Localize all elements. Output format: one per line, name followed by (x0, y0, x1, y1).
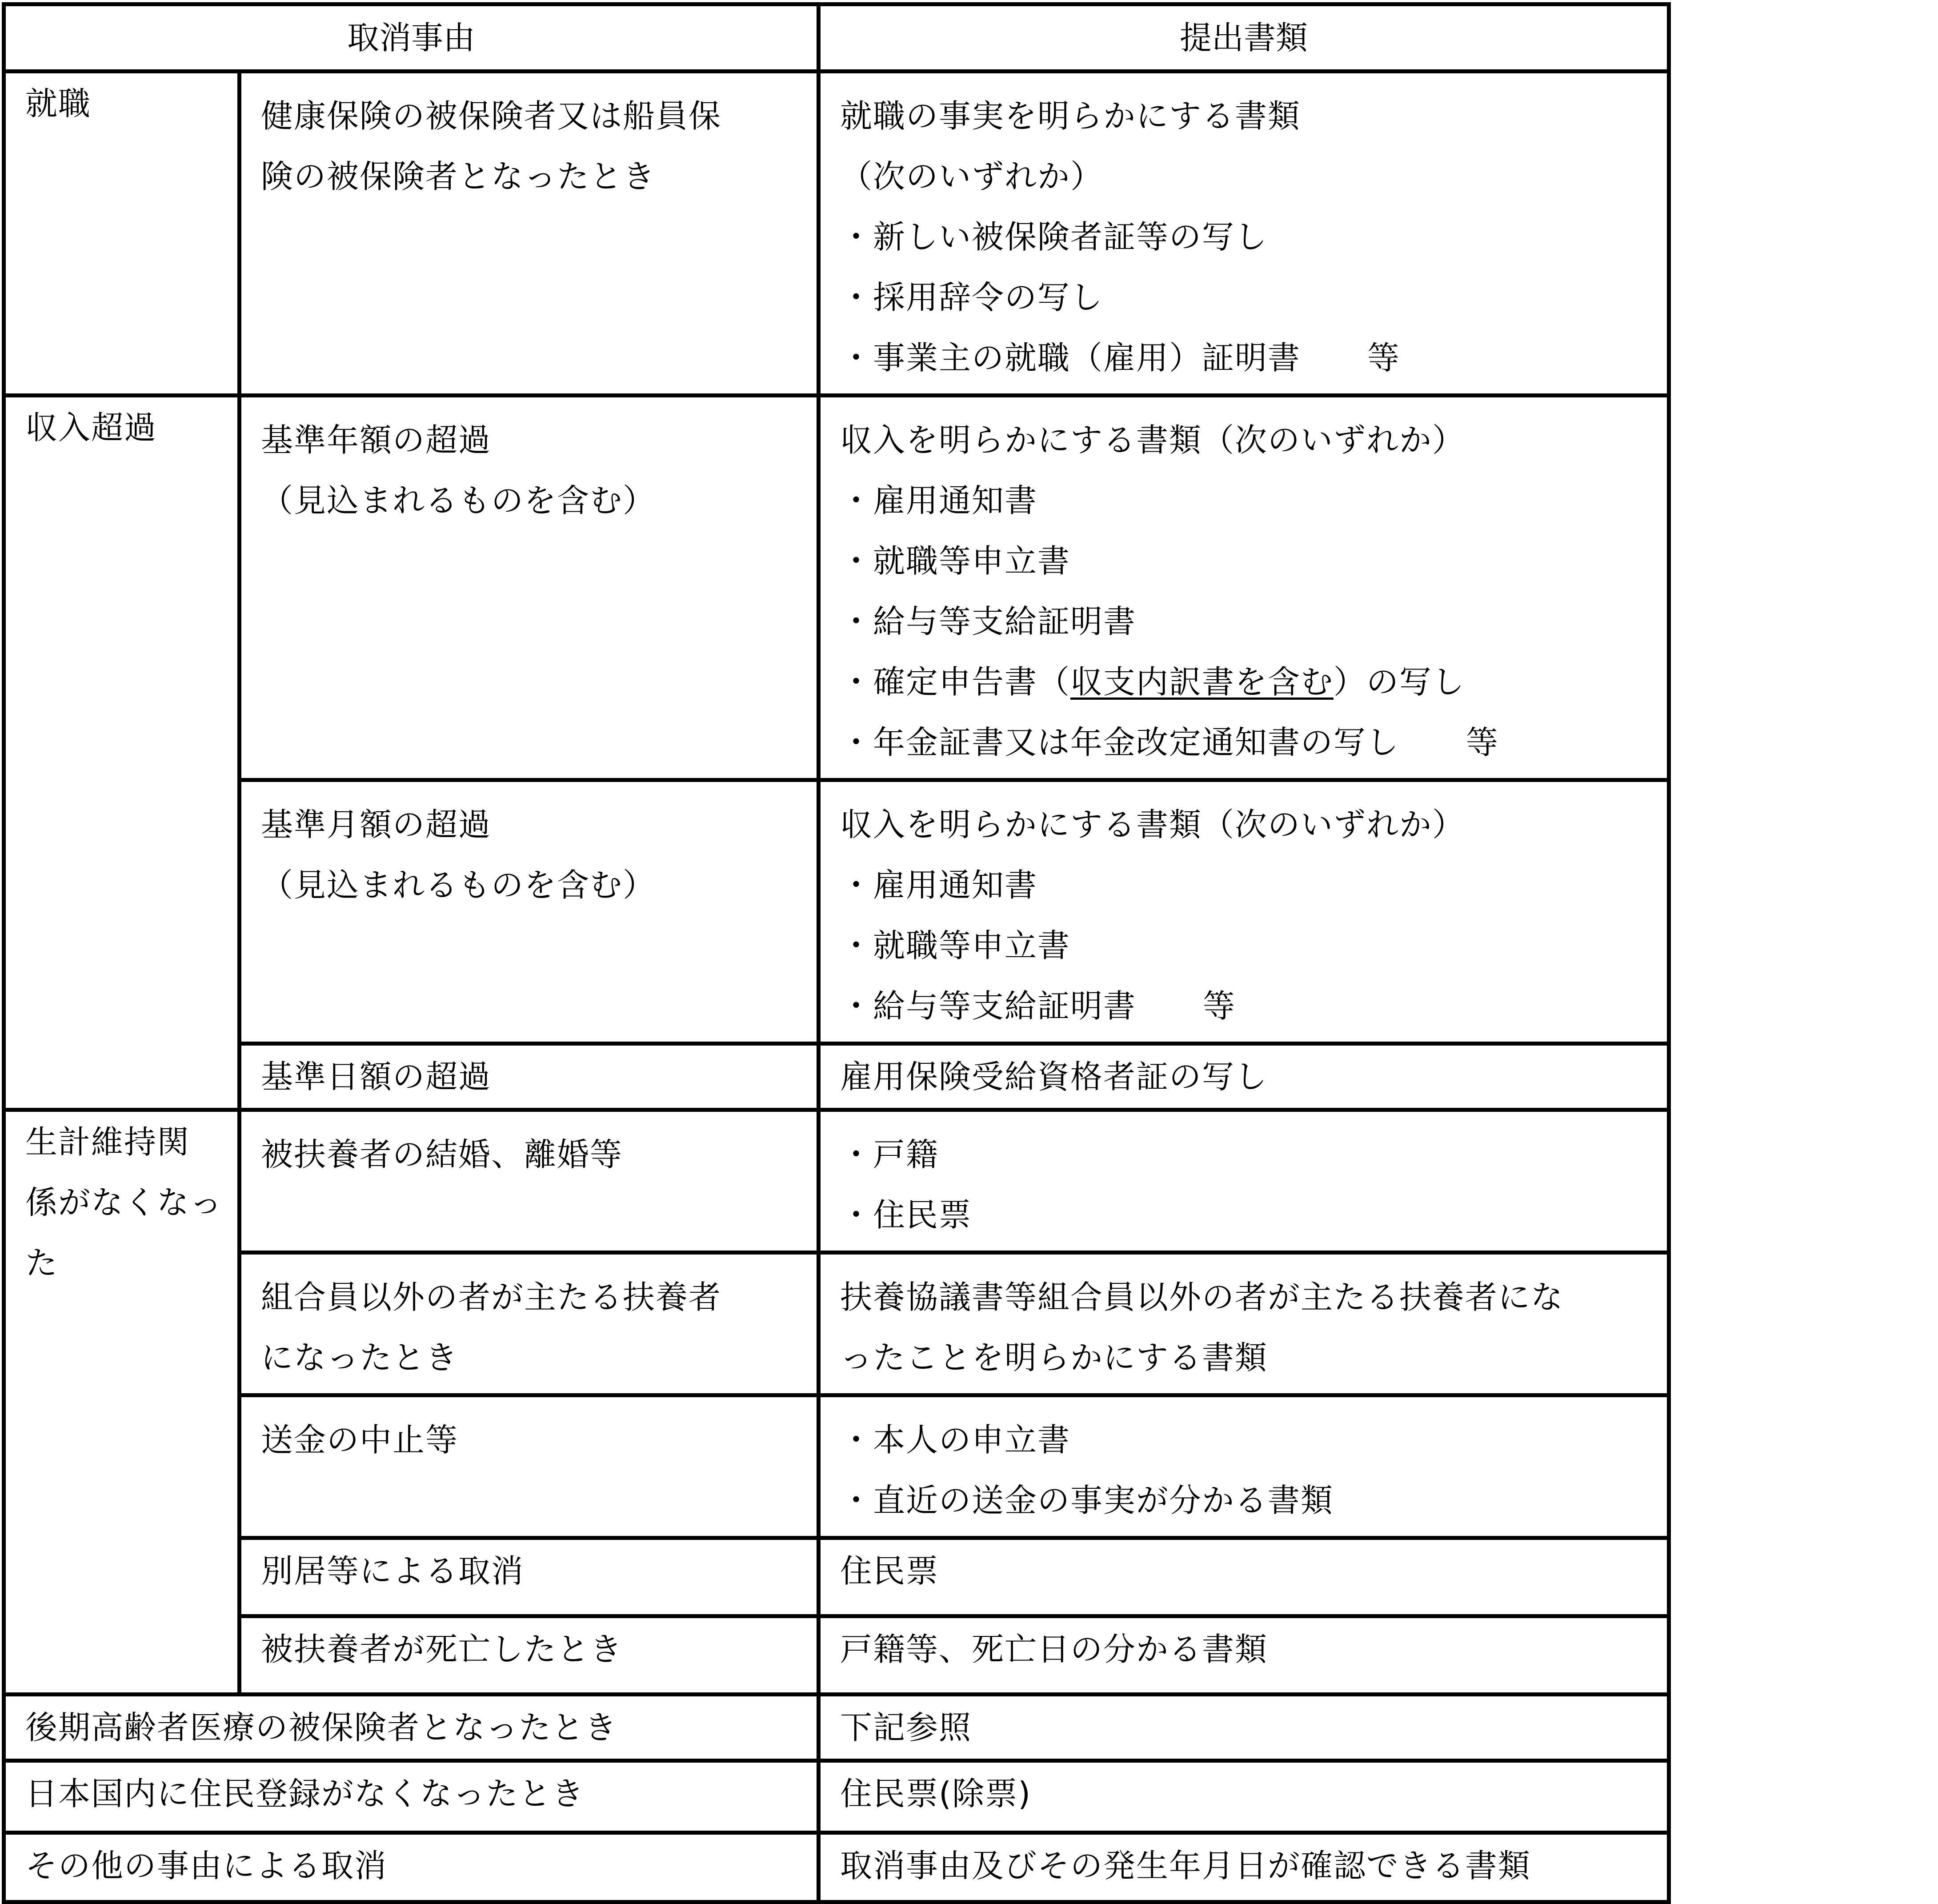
reason-line: 送金の中止等 (261, 1421, 459, 1459)
doc-line: ・給与等支給証明書 (840, 603, 1137, 640)
doc-line: ・雇用通知書 (840, 482, 1038, 519)
reason-remittance (240, 1395, 819, 1538)
reason-line: 基準日額の超過 (261, 1058, 492, 1095)
docs-separation (819, 1538, 1669, 1616)
docs-death (819, 1616, 1669, 1695)
doc-suffix: 等 (1203, 987, 1236, 1025)
doc-line: ったことを明らかにする書類 (840, 1339, 1268, 1376)
category-excess-income (4, 396, 240, 1110)
cancellation-documents-table (2, 2, 1671, 1904)
row-income-daily (4, 1044, 1669, 1110)
header-documents: 提出書類 (819, 4, 1669, 72)
row-employment (4, 72, 1669, 396)
tax-return-prefix: ・確定申告書（ (840, 663, 1071, 701)
docs-other-supporter (819, 1253, 1669, 1395)
tax-return-underlined: 収支内訳書を含む (1070, 663, 1334, 701)
doc-line: ・就職等申立書 (840, 542, 1071, 580)
reason-income-annual (240, 396, 819, 780)
category-line: た (25, 1244, 59, 1282)
doc-line-with-suffix (840, 328, 1649, 388)
reason-line: その他の事由による取消 (25, 1847, 388, 1884)
doc-line: 収入を明らかにする書類（次のいずれか） (840, 421, 1466, 459)
reason-line: 日本国内に住民登録がなくなったとき (25, 1775, 585, 1812)
category-line: 係がなくなっ (25, 1184, 223, 1221)
reason-line: 組合員以外の者が主たる扶養者 (261, 1279, 722, 1316)
category-employment (4, 72, 240, 396)
reason-line: （見込まれるものを含む） (261, 866, 656, 904)
reason-separation (240, 1538, 819, 1616)
doc-line: 住民票(除票) (840, 1775, 1032, 1812)
row-income-annual (4, 396, 1669, 780)
reason-line: 健康保険の被保険者又は船員保 (261, 97, 722, 135)
category-livelihood (4, 1110, 240, 1695)
reason-death (240, 1616, 819, 1695)
row-other (4, 1833, 1669, 1902)
doc-suffix: 等 (1466, 724, 1499, 761)
row-livelihood-marriage (4, 1110, 1669, 1253)
reason-line: 別居等による取消 (261, 1552, 525, 1590)
header-reason: 取消事由 (4, 4, 819, 72)
doc-line: ・住民票 (840, 1196, 972, 1234)
tax-return-suffix: ）の写し (1333, 663, 1466, 701)
reason-elderly (4, 1695, 819, 1761)
reason-line: 被扶養者が死亡したとき (261, 1631, 623, 1668)
row-elderly (4, 1695, 1669, 1761)
doc-line: 住民票 (840, 1552, 939, 1590)
doc-line: ・採用辞令の写し (840, 279, 1104, 316)
docs-income-monthly (819, 780, 1669, 1044)
doc-line: ・事業主の就職（雇用）証明書 (840, 339, 1301, 377)
doc-line: 収入を明らかにする書類（次のいずれか） (840, 806, 1466, 843)
reason-employment (240, 72, 819, 396)
reason-line: になったとき (261, 1339, 459, 1376)
reason-marriage (240, 1110, 819, 1253)
doc-line: ・直近の送金の事実が分かる書類 (840, 1482, 1334, 1519)
doc-line: ・新しい被保険者証等の写し (840, 218, 1268, 256)
doc-line: 雇用保険受給資格者証の写し (840, 1058, 1268, 1095)
doc-line: ・本人の申立書 (840, 1421, 1071, 1459)
row-no-residence (4, 1761, 1669, 1833)
docs-employment (819, 72, 1669, 396)
doc-line: 戸籍等、死亡日の分かる書類 (840, 1631, 1268, 1668)
docs-no-residence (819, 1761, 1669, 1833)
doc-line: ・就職等申立書 (840, 927, 1071, 964)
row-income-monthly (4, 780, 1669, 1044)
docs-income-daily (819, 1044, 1669, 1110)
doc-line: ・戸籍 (840, 1136, 939, 1173)
doc-line: （次のいずれか） (840, 158, 1104, 195)
row-livelihood-other-supporter (4, 1253, 1669, 1395)
category-line: 生計維持関 (25, 1123, 190, 1161)
header-row (4, 4, 1669, 72)
category-label: 収入超過 (25, 409, 157, 446)
tax-return-line (840, 652, 1649, 712)
row-livelihood-remittance (4, 1395, 1669, 1538)
doc-line: 取消事由及びその発生年月日が確認できる書類 (840, 1847, 1531, 1884)
reason-line: 被扶養者の結婚、離婚等 (261, 1136, 623, 1173)
doc-line: 扶養協議書等組合員以外の者が主たる扶養者にな (840, 1279, 1564, 1316)
docs-other (819, 1833, 1669, 1902)
reason-line: 後期高齢者医療の被保険者となったとき (25, 1709, 618, 1746)
pension-line: ・年金証書又は年金改定通知書の写し (840, 724, 1400, 761)
reason-line: 基準年額の超過 (261, 421, 492, 459)
doc-line-with-suffix (840, 712, 1649, 773)
docs-marriage (819, 1110, 1669, 1253)
reason-income-daily (240, 1044, 819, 1110)
doc-line: 就職の事実を明らかにする書類 (840, 97, 1301, 135)
docs-elderly (819, 1695, 1669, 1761)
docs-remittance (819, 1395, 1669, 1538)
doc-line-with-suffix (840, 976, 1649, 1036)
reason-line: 基準月額の超過 (261, 806, 492, 843)
reason-line: （見込まれるものを含む） (261, 482, 656, 519)
reason-income-monthly (240, 780, 819, 1044)
doc-line: ・給与等支給証明書 (840, 987, 1137, 1025)
docs-income-annual (819, 396, 1669, 780)
reason-other (4, 1833, 819, 1902)
reason-other-supporter (240, 1253, 819, 1395)
row-livelihood-death (4, 1616, 1669, 1695)
doc-line: 下記参照 (840, 1709, 972, 1746)
category-label: 就職 (25, 85, 92, 122)
reason-no-residence (4, 1761, 819, 1833)
reason-line: 険の被保険者となったとき (261, 158, 656, 195)
doc-suffix: 等 (1367, 339, 1401, 377)
doc-line: ・雇用通知書 (840, 866, 1038, 904)
row-livelihood-separation (4, 1538, 1669, 1616)
